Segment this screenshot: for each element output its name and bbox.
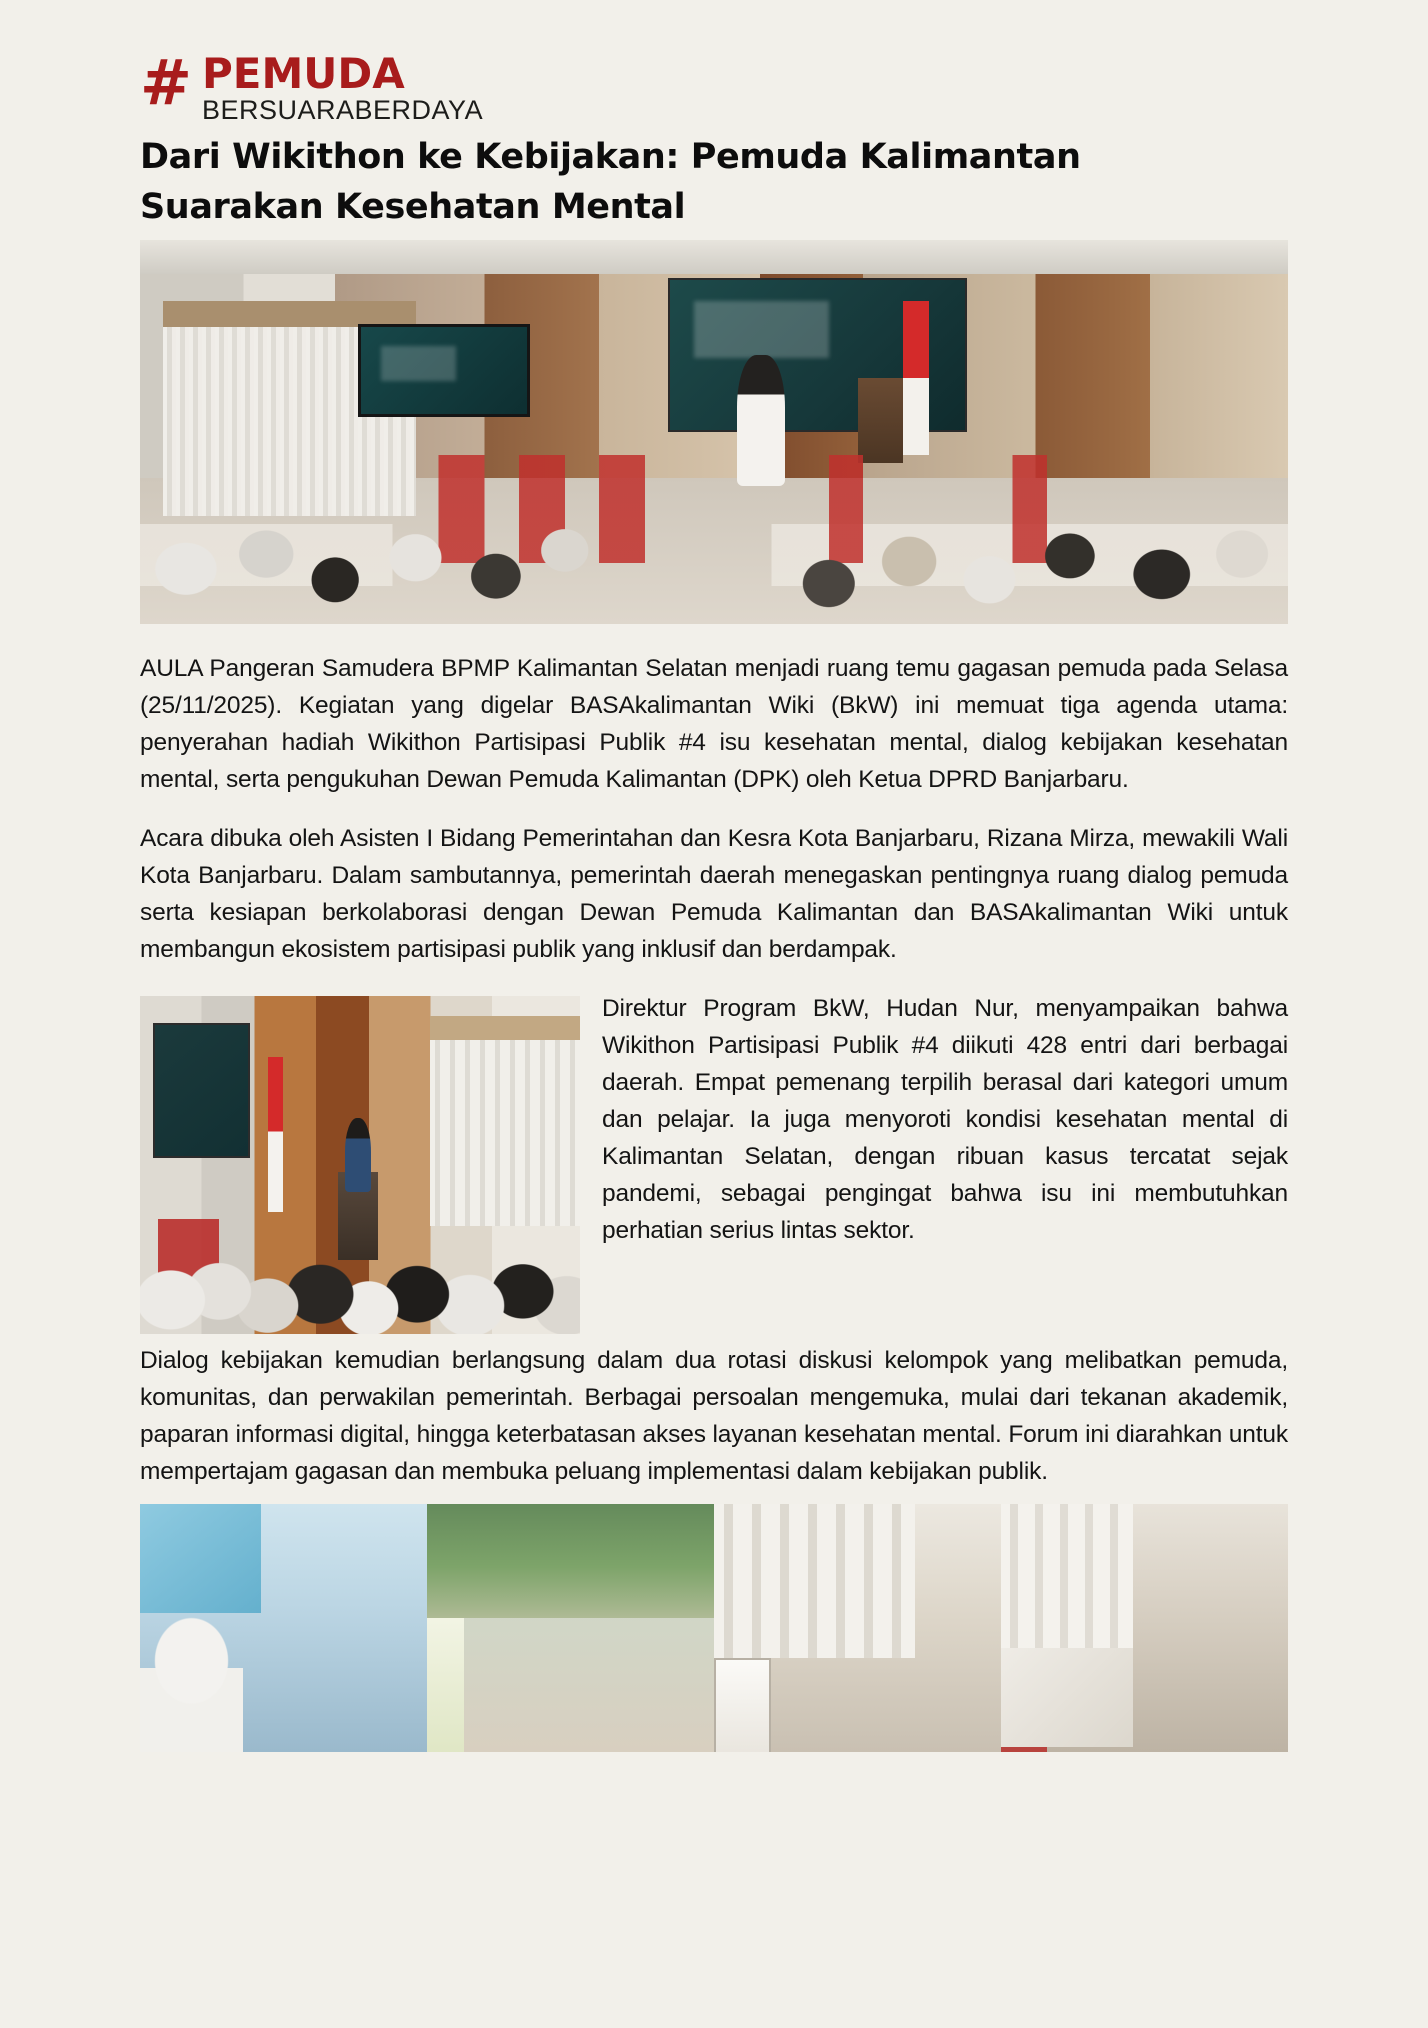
hash-icon: #: [140, 46, 190, 119]
hero-flag: [903, 301, 928, 455]
image-gallery: [140, 1504, 1288, 1752]
gallery-image-1: [140, 1504, 427, 1752]
gallery2-banner: [427, 1618, 464, 1752]
article-section-wrapped: [140, 990, 1288, 1342]
brand-logo: [140, 46, 1288, 125]
gallery1-backdrop: [140, 1504, 261, 1613]
page-title-line2: Suarakan Kesehatan Mental: [140, 187, 686, 227]
gallery4-window: [1001, 1504, 1133, 1648]
article-paragraph-4: Dialog kebijakan kemudian berlangsung dalam dua rotasi diskusi kelompok yang melibatkan pemuda, komunitas, dan perwakilan pemerintah. Berbagai persoalan mengemuka, mulai dari tekanan akademik, paparan informasi digital, hingga keterbatasan akses layanan kesehatan mental. Forum ini diarahkan untuk mempertajam gagasan dan membuka peluang implementasi dalam kebijakan publik.: [140, 1347, 1288, 1485]
article-paragraph-2: Acara dibuka oleh Asisten I Bidang Pemerintahan dan Kesra Kota Banjarbaru, Rizana Mirza, mewakili Wali Kota Banjarbaru. Dalam sambutannya, pemerintah daerah menegaskan pentingnya ruang dialog pemuda serta kesiapan berkolaborasi dengan Dewan Pemuda Kalimantan dan BASAkalimantan Wiki untuk membangun ekosistem partisipasi publik yang inklusif dan berdampak.: [140, 825, 1288, 963]
gallery2-mural: [427, 1504, 714, 1618]
gallery-image-2: [427, 1504, 714, 1752]
gallery1-student-left: [140, 1613, 243, 1752]
inline-projection: [153, 1023, 250, 1158]
gallery-image-3: [714, 1504, 1001, 1752]
gallery-image-4: [1001, 1504, 1288, 1752]
inline-speaker-person: [345, 1118, 371, 1192]
gallery4-panel: [1001, 1648, 1133, 1747]
hero-audience: [140, 440, 1288, 624]
gallery4-red-chair: [1001, 1747, 1047, 1752]
gallery3-window: [714, 1504, 915, 1658]
hero-image: [140, 240, 1288, 624]
hero-ceiling: [140, 240, 1288, 274]
hero-tv-display: [358, 324, 530, 416]
brand-tagline: BERSUARABERDAYA: [202, 95, 484, 125]
article-paragraph-3: Direktur Program BkW, Hudan Nur, menyampaikan bahwa Wikithon Partisipasi Publik #4 diikuti 428 entri dari berbagai daerah. Empat pemenang terpilih berasal dari kategori umum dan pelajar. Ia juga menyoroti kondisi kesehatan mental di Kalimantan Selatan, dengan ribuan kasus tercatat sejak pandemi, sebagai pengingat bahwa isu ini membutuhkan perhatian serius lintas sektor.: [602, 995, 1288, 1244]
article-container: [140, 46, 1288, 1752]
brand-wordmark: [202, 49, 484, 125]
page-title: [140, 132, 1200, 232]
page-title-line1: Dari Wikithon ke Kebijakan: Pemuda Kalimantan: [140, 137, 1081, 177]
inline-flag: [268, 1057, 283, 1212]
article-paragraph-1: AULA Pangeran Samudera BPMP Kalimantan Selatan menjadi ruang temu gagasan pemuda pada Selasa (25/11/2025). Kegiatan yang digelar BASAkalimantan Wiki (BkW) ini memuat tiga agenda utama: penyerahan hadiah Wikithon Partisipasi Publik #4 isu kesehatan mental, dialog kebijakan kesehatan mental, serta pengukuhan Dewan Pemuda Kalimantan (DPK) oleh Ketua DPRD Banjarbaru.: [140, 655, 1288, 793]
gallery3-whiteboard: [714, 1658, 771, 1752]
inline-audience: [140, 1192, 580, 1334]
brand-name: PEMUDA: [202, 49, 405, 98]
inline-image: [140, 996, 580, 1334]
